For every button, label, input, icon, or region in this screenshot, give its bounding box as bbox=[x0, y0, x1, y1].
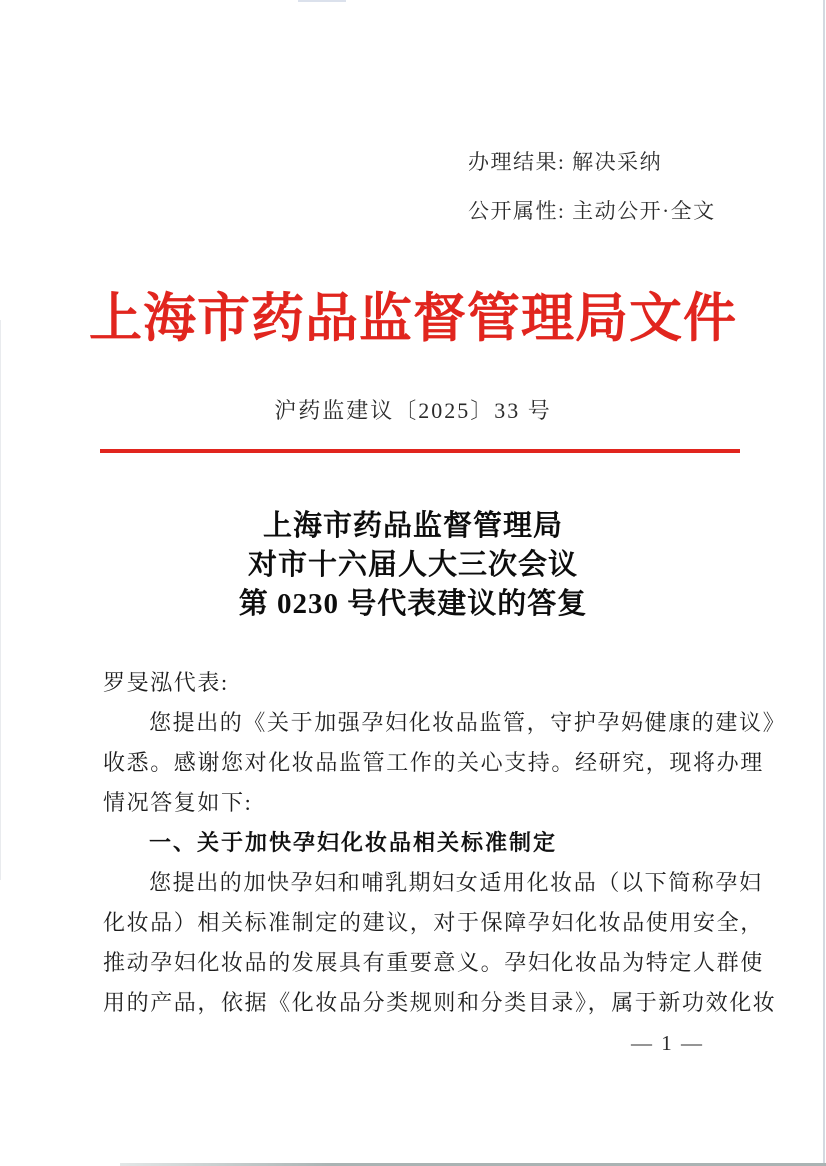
reply-title-line: 对市十六届人大三次会议 bbox=[247, 549, 578, 581]
body-text bbox=[103, 663, 787, 1023]
handling-info-block bbox=[468, 138, 716, 236]
disclosure-attribute-line: 公开属性: 主动公开·全文 bbox=[468, 199, 716, 223]
document-number: 沪药监建议〔2025〕33 号 bbox=[274, 398, 552, 423]
handling-result-line: 办理结果: 解决采纳 bbox=[468, 150, 663, 174]
body-line: 您提出的《关于加强孕妇化妆品监管，守护孕妈健康的建议》 bbox=[149, 710, 787, 735]
body-line: 您提出的加快孕妇和哺乳期妇女适用化妆品（以下简称孕妇 bbox=[149, 870, 763, 895]
body-paragraphs bbox=[103, 703, 787, 1023]
letterhead-title: 上海市药品监督管理局文件 bbox=[89, 290, 737, 348]
page-number: — 1 — bbox=[631, 1031, 704, 1055]
body-line: 化妆品）相关标准制定的建议，对于保障孕妇化妆品使用安全， bbox=[103, 910, 764, 935]
reply-title bbox=[0, 507, 826, 624]
body-line: 用的产品，依据《化妆品分类规则和分类目录》，属于新功效化妆 bbox=[103, 990, 777, 1015]
section-heading: 一、关于加快孕妇化妆品相关标准制定 bbox=[149, 830, 558, 855]
reply-title-line: 第 0230 号代表建议的答复 bbox=[238, 588, 588, 620]
red-divider-rule bbox=[100, 449, 740, 453]
body-line: 收悉。感谢您对化妆品监管工作的关心支持。经研究，现将办理 bbox=[103, 750, 764, 775]
salutation: 罗旻泓代表: bbox=[103, 670, 229, 695]
body-line: 情况答复如下: bbox=[103, 790, 253, 815]
body-line: 推动孕妇化妆品的发展具有重要意义。孕妇化妆品为特定人群使 bbox=[103, 950, 764, 975]
scan-artifact-top bbox=[298, 0, 346, 2]
reply-title-line: 上海市药品监督管理局 bbox=[262, 510, 563, 542]
